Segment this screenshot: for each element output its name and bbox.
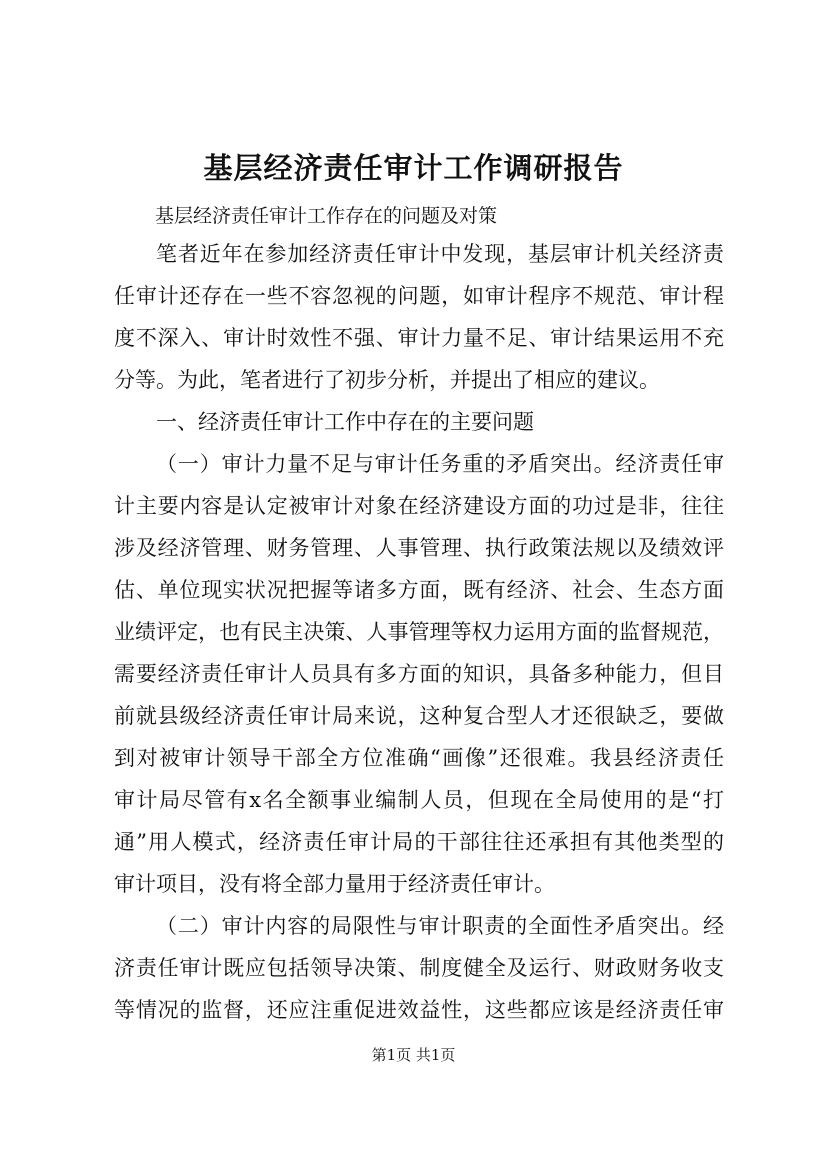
paragraph-line: 业绩评定，也有民主决策、人事管理等权力运用方面的监督规范， — [114, 620, 724, 644]
paragraph-line: 度不深入、审计时效性不强、审计力量不足、审计结果运用不充 — [114, 326, 724, 350]
paragraph-line: 到对被审计领导干部全方位准确“画像”还很难。我县经济责任 — [114, 746, 724, 770]
paragraph-line: 审计局尽管有x名全额事业编制人员，但现在全局使用的是“打 — [114, 788, 724, 812]
document-title: 基层经济责任审计工作调研报告 — [203, 151, 624, 185]
paragraph-line: 估、单位现实状况把握等诸多方面，既有经济、社会、生态方面 — [114, 578, 724, 602]
paragraph-line: 等情况的监督，还应注重促进效益性，这些都应该是经济责任审 — [114, 998, 724, 1022]
paragraph-line: 审计项目，没有将全部力量用于经济责任审计。 — [114, 872, 555, 896]
paragraph-line: 笔者近年在参加经济责任审计中发现，基层审计机关经济责 — [156, 242, 724, 266]
section-heading: 一、经济责任审计工作中存在的主要问题 — [156, 410, 534, 434]
page-footer: 第1页 共1页 — [371, 1046, 456, 1064]
paragraph-line: 前就县级经济责任审计局来说，这种复合型人才还很缺乏，要做 — [114, 704, 724, 728]
paragraph-line: 涉及经济管理、财务管理、人事管理、执行政策法规以及绩效评 — [114, 536, 724, 560]
section-subtitle: 基层经济责任审计工作存在的问题及对策 — [155, 205, 498, 227]
paragraph-line: （一）审计力量不足与审计任务重的矛盾突出。经济责任审 — [156, 452, 724, 476]
paragraph-line: 计主要内容是认定被审计对象在经济建设方面的功过是非，往往 — [114, 494, 724, 518]
paragraph-line: 通”用人模式，经济责任审计局的干部往往还承担有其他类型的 — [114, 830, 724, 854]
paragraph-line: 分等。为此，笔者进行了初步分析，并提出了相应的建议。 — [114, 368, 660, 392]
paragraph-line: 任审计还存在一些不容忽视的问题，如审计程序不规范、审计程 — [114, 284, 724, 308]
paragraph-line: （二）审计内容的局限性与审计职责的全面性矛盾突出。经 — [156, 914, 724, 938]
paragraph-line: 需要经济责任审计人员具有多方面的知识，具备多种能力，但目 — [114, 662, 724, 686]
paragraph-line: 济责任审计既应包括领导决策、制度健全及运行、财政财务收支 — [114, 956, 724, 980]
